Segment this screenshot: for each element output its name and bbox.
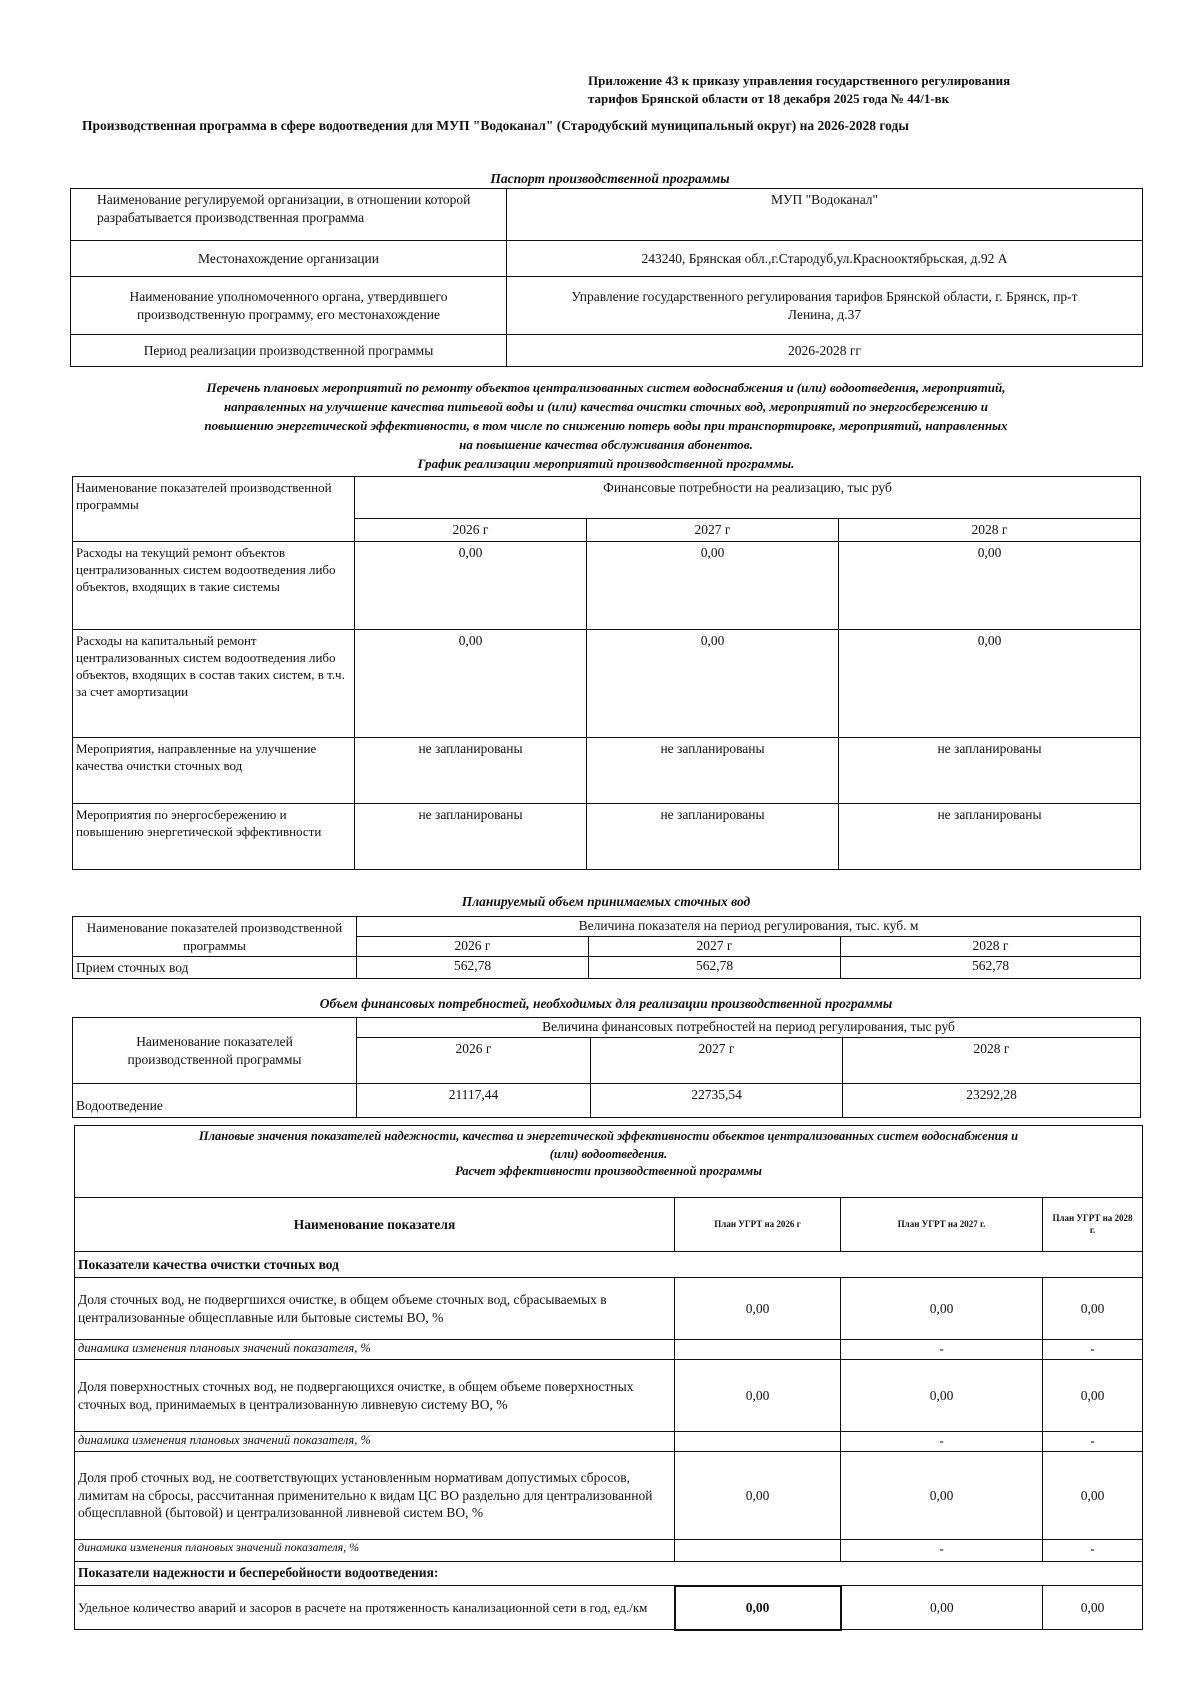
volume-label: Прием сточных вод xyxy=(73,957,357,979)
dynamics-label: динамика изменения плановых значений показателя, % xyxy=(75,1432,675,1452)
table-row xyxy=(73,541,1141,629)
table-row xyxy=(75,1586,1143,1630)
dynamics-value xyxy=(675,1540,841,1562)
year-2027: 2027 г xyxy=(589,937,841,957)
table-row xyxy=(73,803,1141,869)
finance-header-indicator: Наименование показателей производственной программы xyxy=(73,1018,357,1084)
passport-title: Паспорт производственной программы xyxy=(490,171,730,186)
indicator-label: Удельное количество аварий и засоров в расчете на протяженность канализационной сети в год, ед./км xyxy=(75,1586,675,1630)
measures-header-indicator: Наименование показателей производственной программы xyxy=(73,477,355,542)
year-2026: 2026 г xyxy=(357,937,589,957)
dynamics-value: - xyxy=(841,1340,1043,1360)
dynamics-label: динамика изменения плановых значений показателя, % xyxy=(75,1340,675,1360)
indicator-value: 0,00 xyxy=(1043,1586,1143,1630)
indicator-value: 0,00 xyxy=(675,1360,841,1432)
year-2027: 2027 г xyxy=(591,1038,843,1084)
finance-title: Объем финансовых потребностей, необходимых для реализации производственной программы xyxy=(319,996,893,1011)
volume-title: Планируемый объем принимаемых сточных вод xyxy=(461,894,751,909)
year-2026: 2026 г xyxy=(355,519,587,542)
dynamics-value: - xyxy=(1043,1540,1143,1562)
finance-header-value: Величина финансовых потребностей на период регулирования, тыс руб xyxy=(357,1018,1141,1038)
passport-value: 243240, Брянская обл.,г.Стародуб,ул.Краснооктябрьская, д.92 А xyxy=(507,241,1143,277)
indicator-value: 0,00 xyxy=(1043,1278,1143,1340)
passport-label: Наименование регулируемой организации, в отношении которой разрабатывается производственная программа xyxy=(71,189,507,241)
measure-value: не запланированы xyxy=(839,737,1141,803)
finance-value: 23292,28 xyxy=(843,1084,1141,1118)
dynamics-value xyxy=(675,1432,841,1452)
indicator-value: 0,00 xyxy=(841,1452,1043,1540)
passport-label: Местонахождение организации xyxy=(71,241,507,277)
measure-value: 0,00 xyxy=(355,541,587,629)
appendix-note xyxy=(588,72,1148,107)
year-2028: 2028 г xyxy=(839,519,1141,542)
passport-value: МУП "Водоканал" xyxy=(507,189,1143,241)
appendix-line-1: Приложение 43 к приказу управления государственного регулирования xyxy=(588,73,1011,88)
indicators-title-line-2: (или) водоотведения. xyxy=(549,1146,668,1161)
measure-label: Расходы на капитальный ремонт централизованных систем водоотведения либо объектов, входящих в состав таких систем, в т.ч. за счет амортизации xyxy=(73,629,355,737)
measure-label: Расходы на текущий ремонт объектов централизованных систем водоотведения либо объектов, входящих в такие системы xyxy=(73,541,355,629)
dynamics-value: - xyxy=(1043,1432,1143,1452)
table-row xyxy=(73,1084,1141,1118)
volume-value: 562,78 xyxy=(357,957,589,979)
indicators-title xyxy=(75,1126,1143,1198)
indicator-value: 0,00 xyxy=(841,1278,1043,1340)
passport-row xyxy=(71,241,1143,277)
plan-2026-header: План УГРТ на 2026 г xyxy=(675,1198,841,1252)
passport-value: 2026-2028 гг xyxy=(507,335,1143,367)
measure-value: не запланированы xyxy=(587,737,839,803)
table-row xyxy=(75,1340,1143,1360)
measure-value: 0,00 xyxy=(839,541,1141,629)
measures-table xyxy=(72,476,1141,870)
table-row xyxy=(75,1452,1143,1540)
year-2028: 2028 г xyxy=(841,937,1141,957)
appendix-line-2: тарифов Брянской области от 18 декабря 2025 года № 44/1-вк xyxy=(588,90,950,106)
passport-row xyxy=(71,277,1143,335)
measures-intro-line: повышению энергетической эффективности, в том числе по снижению потерь воды при транспортировке, мероприятий, направленных xyxy=(204,418,1008,433)
indicators-table xyxy=(74,1125,1143,1631)
table-row xyxy=(73,737,1141,803)
indicator-label: Доля сточных вод, не подвергшихся очистке, в общем объеме сточных вод, сбрасываемых в централизованные общесплавные или бытовые системы ВО, % xyxy=(75,1278,675,1340)
indicator-value: 0,00 xyxy=(1043,1360,1143,1432)
dynamics-value xyxy=(675,1340,841,1360)
table-row xyxy=(75,1540,1143,1562)
table-row xyxy=(75,1360,1143,1432)
schedule-title: График реализации мероприятий производственной программы. xyxy=(417,456,795,471)
passport-row xyxy=(71,189,1143,241)
passport-label: Период реализации производственной программы xyxy=(71,335,507,367)
table-row xyxy=(75,1278,1143,1340)
year-2026: 2026 г xyxy=(357,1038,591,1084)
plan-2028-header: План УГРТ на 2028 г. xyxy=(1043,1198,1143,1252)
measure-value: 0,00 xyxy=(587,541,839,629)
dynamics-value: - xyxy=(841,1540,1043,1562)
main-title: Производственная программа в сфере водоотведения для МУП "Водоканал" (Стародубский муниципальный округ) на 2026-2028 годы xyxy=(82,118,909,133)
table-row xyxy=(75,1432,1143,1452)
measure-value: не запланированы xyxy=(839,803,1141,869)
year-2028: 2028 г xyxy=(843,1038,1141,1084)
indicator-value: 0,00 xyxy=(675,1452,841,1540)
indicator-label: Доля проб сточных вод, не соответствующих установленным нормативам допустимых сбросов, лимитам на сбросы, рассчитанная применительно к видам ЦС ВО раздельно для централизованной общесплавной (бытовой) и централизованной ливневой систем ВО, % xyxy=(75,1452,675,1540)
indicators-header-name: Наименование показателя xyxy=(75,1198,675,1252)
indicator-value: 0,00 xyxy=(841,1360,1043,1432)
measure-value: 0,00 xyxy=(587,629,839,737)
section-reliability: Показатели надежности и бесперебойности водоотведения: xyxy=(75,1562,1143,1586)
measures-intro-line: Перечень плановых мероприятий по ремонту объектов централизованных систем водоснабжения и (или) водоотведения, мероприятий, xyxy=(206,380,1006,395)
measures-intro-line: на повышение качества обслуживания абонентов. xyxy=(459,437,753,452)
measure-label: Мероприятия, направленные на улучшение качества очистки сточных вод xyxy=(73,737,355,803)
indicators-title-line-1: Плановые значения показателей надежности, качества и энергетической эффективности объектов централизованных систем водоснабжения и xyxy=(198,1129,1019,1143)
volume-header-value: Величина показателя на период регулирования, тыс. куб. м xyxy=(357,917,1141,937)
measure-value: не запланированы xyxy=(355,803,587,869)
measure-value: 0,00 xyxy=(839,629,1141,737)
measure-value: не запланированы xyxy=(587,803,839,869)
table-row xyxy=(73,957,1141,979)
measures-header-finance: Финансовые потребности на реализацию, тыс руб xyxy=(355,477,1141,519)
passport-row xyxy=(71,335,1143,367)
finance-table xyxy=(72,1017,1141,1118)
volume-table xyxy=(72,916,1141,979)
indicator-value: 0,00 xyxy=(675,1278,841,1340)
passport-label: Наименование уполномоченного органа, утвердившего производственную программу, его местонахождение xyxy=(71,277,507,335)
indicator-value: 0,00 xyxy=(841,1586,1043,1630)
indicator-value: 0,00 xyxy=(675,1586,841,1630)
finance-value: 22735,54 xyxy=(591,1084,843,1118)
plan-2027-header: План УГРТ на 2027 г. xyxy=(841,1198,1043,1252)
volume-header-indicator: Наименование показателей производственной программы xyxy=(73,917,357,957)
indicator-label: Доля поверхностных сточных вод, не подвергающихся очистке, в общем объеме поверхностных сточных вод, принимаемых в централизованную ливневую систему ВО, % xyxy=(75,1360,675,1432)
volume-value: 562,78 xyxy=(841,957,1141,979)
finance-value: 21117,44 xyxy=(357,1084,591,1118)
indicator-value: 0,00 xyxy=(1043,1452,1143,1540)
section-quality: Показатели качества очистки сточных вод xyxy=(75,1252,1143,1278)
measure-value: 0,00 xyxy=(355,629,587,737)
table-row xyxy=(73,629,1141,737)
passport-table xyxy=(70,188,1143,367)
dynamics-value: - xyxy=(841,1432,1043,1452)
measure-value: не запланированы xyxy=(355,737,587,803)
dynamics-label: динамика изменения плановых значений показателя, % xyxy=(75,1540,675,1562)
finance-label: Водоотведение xyxy=(73,1084,357,1118)
measure-label: Мероприятия по энергосбережению и повышению энергетической эффективности xyxy=(73,803,355,869)
volume-value: 562,78 xyxy=(589,957,841,979)
passport-value: Управление государственного регулирования тарифов Брянской области, г. Брянск, пр-т Ленина, д.37 xyxy=(507,277,1143,335)
indicators-title-line-3: Расчет эффективности производственной программы xyxy=(455,1164,762,1178)
year-2027: 2027 г xyxy=(587,519,839,542)
measures-intro-line: направленных на улучшение качества питьевой воды и (или) качества очистки сточных вод, мероприятий по энергосбережению и xyxy=(223,399,989,414)
dynamics-value: - xyxy=(1043,1340,1143,1360)
